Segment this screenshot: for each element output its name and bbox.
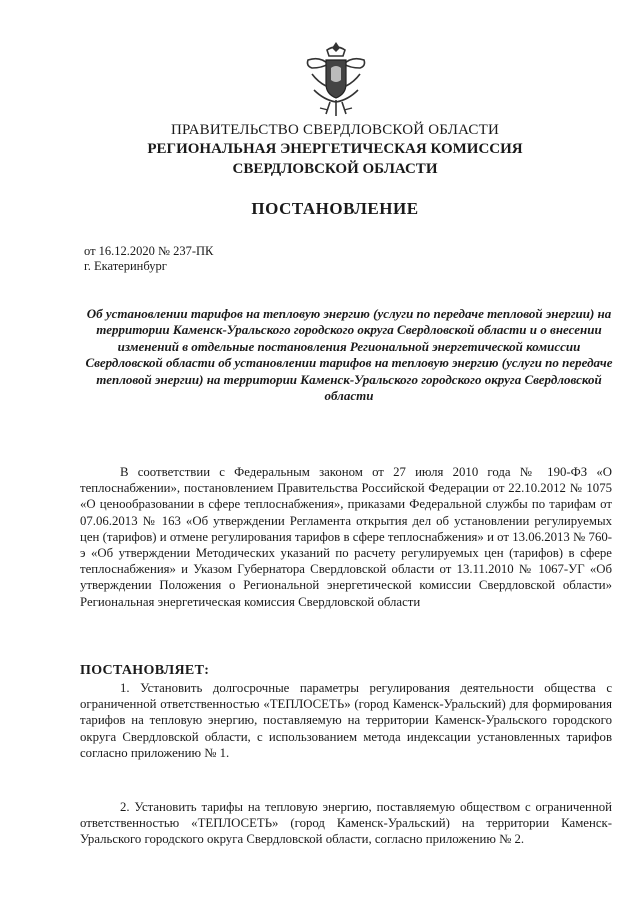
decree-item-1: 1. Установить долгосрочные параметры регулирования деятельности общества с ограниченной ответственностью «ТЕПЛОСЕТЬ» (город Каменск-Уральский) для формирования тарифов на тепловую энергию, поставляемую на территории Каменск-Уральского городского округа Свердловской области, с использованием метода индексации установленных тарифов согласно приложению № 1. — [80, 681, 612, 760]
document-city: г. Екатеринбург — [84, 259, 167, 273]
document-type-title: ПОСТАНОВЛЕНИЕ — [251, 199, 419, 218]
header-government: ПРАВИТЕЛЬСТВО СВЕРДЛОВСКОЙ ОБЛАСТИ — [170, 122, 500, 138]
document-date-number: от 16.12.2020 № 237-ПК — [84, 244, 214, 258]
decree-item-2: 2. Установить тарифы на тепловую энергию, поставляемую обществом с ограниченной ответственностью «ТЕПЛОСЕТЬ» (город Каменск-Уральский) на территории Каменск-Уральского городского округа Свердловской области, согласно приложению № 2. — [80, 800, 612, 847]
document-subject: Об установлении тарифов на тепловую энергию (услуги по передаче тепловой энергии) на территории Каменск-Уральского городского округа Свердловской области и о внесении изменений в отдельные постановления Региональной энергетической комиссии Свердловской области об установлении тарифов на тепловую энергию (услуги по передаче тепловой энергии) на территории Каменск-Уральского городского округа Свердловской области — [85, 306, 613, 404]
header-region: СВЕРДЛОВСКОЙ ОБЛАСТИ — [232, 161, 438, 177]
decree-heading: ПОСТАНОВЛЯЕТ: — [80, 663, 210, 678]
coat-of-arms-icon — [300, 38, 372, 120]
header-commission: РЕГИОНАЛЬНАЯ ЭНЕРГЕТИЧЕСКАЯ КОМИССИЯ — [147, 141, 523, 157]
preamble-paragraph: В соответствии с Федеральным законом от 27 июля 2010 года № 190-ФЗ «О теплоснабжении», постановлением Правительства Российской Федерации от 22.10.2012 № 1075 «О ценообразовании в сфере теплоснабжения», приказами Федеральной службы по тарифам от 07.06.2013 № 163 «Об утверждении Регламента открытия дел об установлении регулируемых цен (тарифов) и отмене регулирования тарифов в сфере теплоснабжения» и от 13.06.2013 № 760-э «Об утверждении Методических указаний по расчету регулируемых цен (тарифов) в сфере теплоснабжения» и Указом Губернатора Свердловской области от 13.11.2010 № 1067-УГ «Об утверждении Положения о Региональной энергетической комиссии Свердловской области» Региональная энергетическая комиссия Свердловской области — [80, 465, 612, 609]
